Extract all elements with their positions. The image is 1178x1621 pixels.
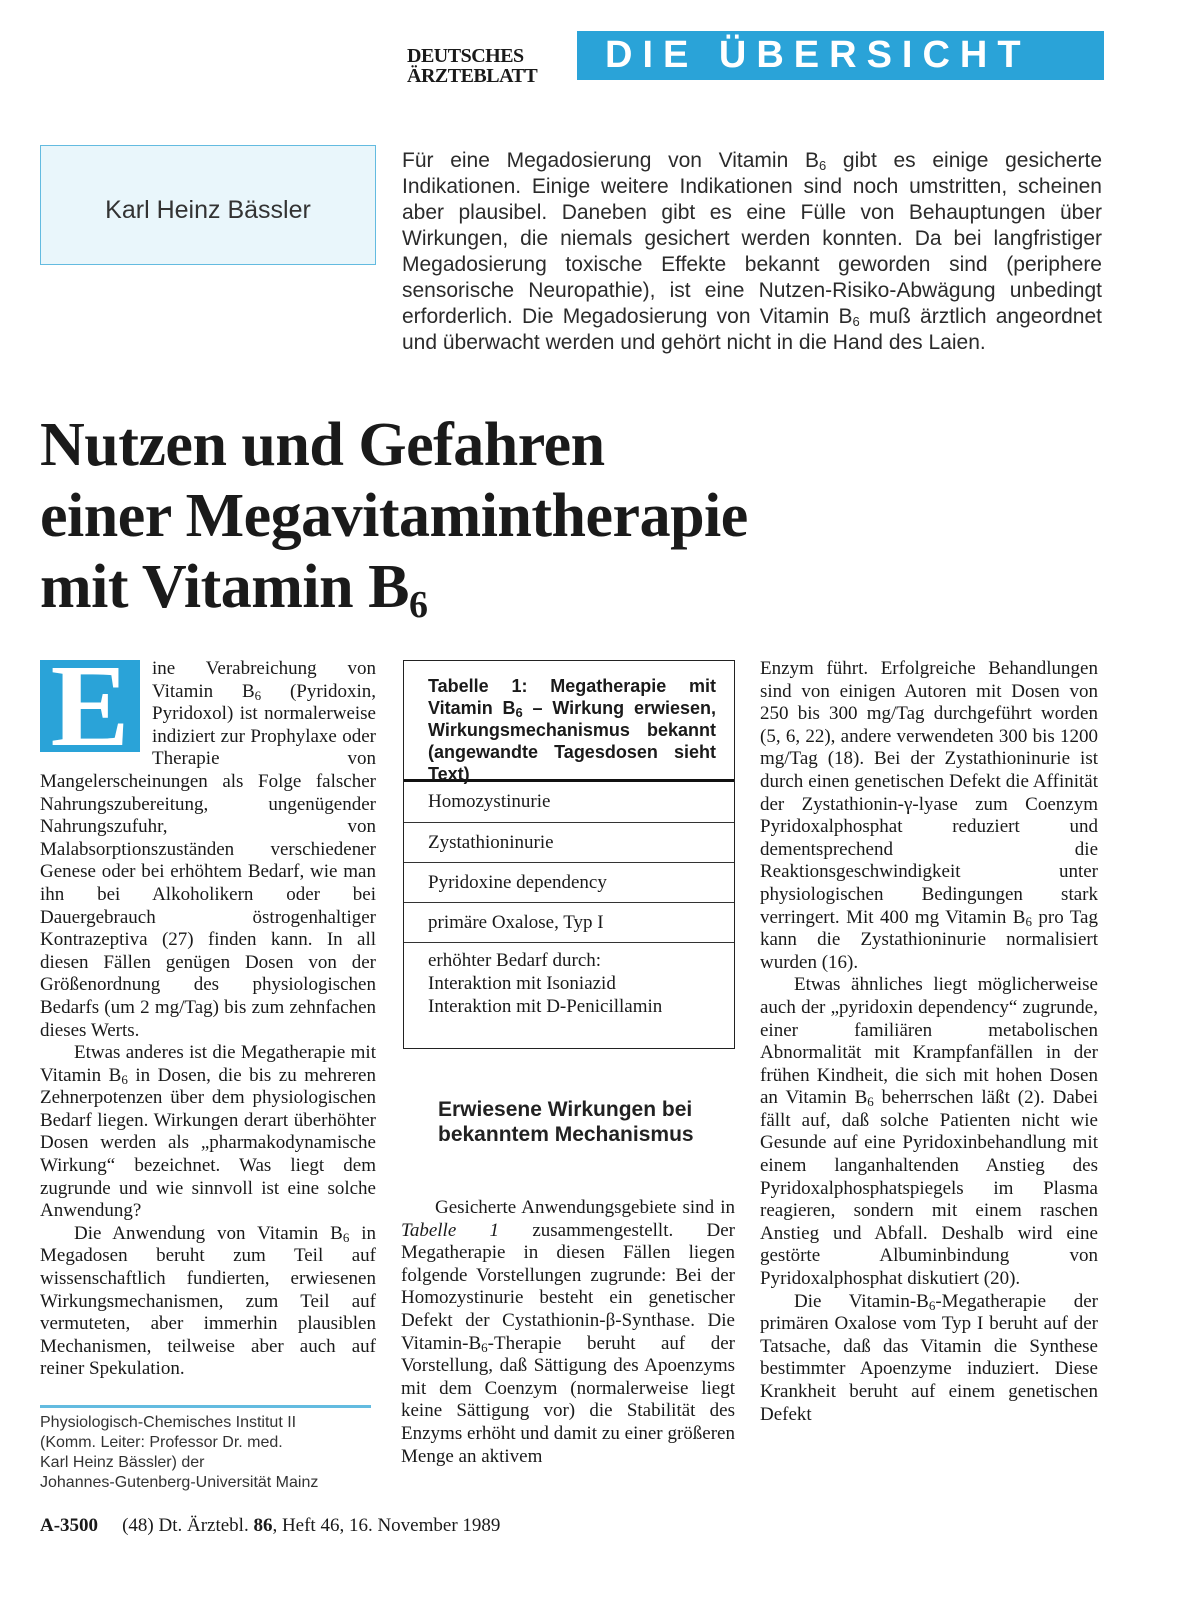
- abstract-text: muß ärztlich angeordnet und überwacht werden und gehört nicht in die Hand des Laien.: [402, 305, 1102, 354]
- paragraph: [760, 1291, 1098, 1427]
- citation-text: (48) Dt. Ärztebl.: [122, 1515, 254, 1536]
- journal-masthead: [407, 46, 567, 86]
- body-column-3: [760, 658, 1098, 1426]
- body-column-1: [40, 658, 376, 1381]
- subscript: 6: [515, 705, 523, 720]
- text: (Pyridoxin, Pyridoxol) ist normalerweise indiziert zur Prophylaxe oder Therapie von Mangelerscheinungen als Folge falscher Nahrungszubereitung, ungenügender Nahrungszufuhr, von Malabsorptionszuständen verschiedener Genese oder bei erhöhtem Bedarf, wie man ihn bei Alkoholikern oder bei Dauergebrauch östrogenhaltiger Kontrazeptiva (27) finden kann. In all diesen Fällen genügen Dosen von der Größenordnung des physiologischen Bedarfs (um 2 mg/Tag) bis zum zehnfachen dieses Werts.: [40, 680, 376, 1041]
- volume-number: 86: [253, 1515, 273, 1536]
- table-header-rule: [404, 779, 734, 1018]
- text: -Megatherapie der primären Oxalose vom Typ I beruht auf der Tatsache, daß das Vitamin die Synthese bestimmter Apoenzyme induziert. Diese Krankheit beruht auf einem genetischen Defekt: [760, 1290, 1098, 1425]
- table-row: [404, 942, 734, 1018]
- table-1: [403, 660, 735, 1049]
- subscript: 6: [481, 1339, 488, 1355]
- divider: [40, 1405, 371, 1408]
- text: Enzym führt. Erfolgreiche Behandlungen sind von einigen Autoren mit Dosen von 250 bis 300 mg/Tag durchgeführt worden (5, 6, 22), andere verwendeten 300 bis 1200 mg/Tag (18). Bei der Zystathioninurie ist durch einen genetischen Defekt die Affinität der Zystathionin-γ-lyase zum Coenzym Pyridoxalphosphat reduziert und dementsprechend die Reaktionsgeschwindigkeit unter physiologischen Bedingungen stark verringert. Mit 400 mg Vitamin B: [760, 658, 1098, 928]
- citation-text: , Heft 46, 16. November 1989: [272, 1515, 501, 1536]
- table-reference: Tabelle 1: [401, 1219, 500, 1241]
- author-box: [40, 145, 376, 265]
- subscript: 6: [852, 314, 860, 329]
- article-title: [40, 410, 1100, 626]
- text: pro Tag kann die Zystathioninurie normalisiert wurden (16).: [760, 906, 1098, 973]
- text: zusammengestellt. Der Megatherapie in diesen Fällen liegen folgende Vorstellungen zugrunde: Bei der Homozystinurie besteht ein genetischer Defekt der Cystathionin-β-Synthase. Die Vitamin-B: [401, 1219, 735, 1354]
- caption-text: Tabelle 1: Megatherapie mit Vitamin B: [428, 676, 716, 718]
- author-affiliation: [40, 1413, 380, 1493]
- subscript: 6: [342, 1229, 350, 1245]
- table-row: Homozystinurie: [428, 791, 551, 812]
- title-subscript: 6: [408, 584, 428, 626]
- title-line-3: [40, 552, 1100, 626]
- abstract: [402, 148, 1102, 356]
- caption-text: – Wirkung erwiesen, Wirkungsmechanismus bekannt (angewandte Tagesdosen sieht Text): [428, 698, 716, 784]
- author-name: Karl Heinz Bässler: [105, 196, 311, 224]
- text: Die Vitamin-B: [794, 1290, 929, 1312]
- masthead-line-2: ÄRZTEBLATT: [407, 65, 538, 87]
- title-line-2: einer Megavitamintherapie: [40, 482, 748, 550]
- text: Etwas ähnliches liegt möglicherweise auch der „pyridoxin dependency“ zugrunde, einer familiären metabolischen Abnormalität mit Krampfanfällen in der frühen Kindheit, die sich mit hohen Dosen an Vitamin B: [760, 974, 1098, 1109]
- text: in Megadosen beruht zum Teil auf wissenschaftlich fundierten, erwiesenen Wirkungsmechanismen, zum Teil auf vermuteten, aber immerhin plausiblen Mechanismen, teilweise aber auch auf reiner Spekulation.: [40, 1222, 377, 1380]
- subscript: 6: [254, 687, 262, 703]
- paragraph: [760, 974, 1098, 1290]
- text: Die Anwendung von Vitamin B: [74, 1222, 343, 1244]
- table-row: Pyridoxine dependency: [404, 862, 734, 902]
- drop-cap: E: [40, 660, 140, 752]
- subscript: 6: [928, 1297, 936, 1313]
- masthead-line-1: DEUTSCHES: [407, 45, 524, 67]
- text: beherrschen läßt (2). Dabei fällt auf, daß solche Patienten nicht wie Gesunde auf eine Pyridoxinbehandlung mit einem langanhaltenden Anstieg des Pyridoxalphosphatspiegels im Plasma reagieren, sondern mit einem raschen Anstieg und Abfall. Deshalb wird eine gestörte Albuminbindung von Pyridoxalphosphat diskutiert (20).: [760, 1087, 1098, 1290]
- paragraph: [40, 1042, 376, 1223]
- text: -Therapie beruht auf der Vorstellung, daß Sättigung des Apoenzyms mit dem Coenzym (normalerweise liegt keine Sättigung vor) die Stabilität des Enzyms erhöht und damit zu einer größeren Menge an aktivem: [401, 1332, 735, 1467]
- title-line-1: Nutzen und Gefahren: [40, 411, 605, 479]
- affiliation-line: (Komm. Leiter: Professor Dr. med.: [40, 1434, 283, 1451]
- affiliation-line: Karl Heinz Bässler) der: [40, 1454, 205, 1471]
- table-cell-line: Interaktion mit D-Penicillamin: [428, 996, 663, 1017]
- abstract-text: Für eine Megadosierung von Vitamin B: [402, 149, 819, 172]
- section-banner: DIE ÜBERSICHT: [577, 31, 1104, 80]
- table-row: Zystathioninurie: [404, 822, 734, 862]
- paragraph: [760, 658, 1098, 974]
- subscript: 6: [818, 158, 827, 173]
- text: ine Verabreichung von Vitamin B: [152, 658, 376, 702]
- table-row: primäre Oxalose, Typ I: [404, 902, 734, 942]
- text: Etwas anderes ist die Megatherapie mit Vitamin B: [40, 1042, 376, 1086]
- subscript: 6: [867, 1094, 874, 1110]
- paragraph: [40, 1223, 376, 1381]
- subscript: 6: [121, 1071, 128, 1087]
- title-text: mit Vitamin B: [40, 553, 409, 621]
- table-cell-line: erhöhter Bedarf durch:: [428, 950, 602, 971]
- affiliation-line: Physiologisch-Chemisches Institut II: [40, 1414, 297, 1431]
- text: in Dosen, die bis zu mehreren Zehnerpotenzen über dem physiologischen Bedarf liegen. Wirkungen derart überhöhter Dosen werden als „pharmakodynamische Wirkung“ bezeichnet. Was liegt dem zugrunde und wie sinnvoll ist eine solche Anwendung?: [40, 1064, 376, 1222]
- subscript: 6: [1025, 913, 1032, 929]
- table-cell-line: Interaktion mit Isoniazid: [428, 973, 616, 994]
- abstract-text: gibt es einige gesicherte Indikationen. Einige weitere Indikationen sind noch umstritten, scheinen aber plausibel. Daneben gibt es eine Fülle von Behauptungen über Wirkungen, die niemals gesichert werden konnten. Da bei langfristiger Megadosierung toxische Effekte bekannt geworden sind (periphere sensorische Neuropathie), ist eine Nutzen-Risiko-Abwägung unbedingt erforderlich. Die Megadosierung von Vitamin B: [402, 149, 1102, 328]
- page-code: A-3500: [40, 1515, 99, 1536]
- paragraph: [401, 1197, 735, 1468]
- section-heading: Erwiesene Wirkungen bei bekanntem Mechanismus: [438, 1098, 694, 1146]
- table-caption: [404, 661, 734, 784]
- page-footer: [40, 1515, 500, 1537]
- text: Gesicherte Anwendungsgebiete sind in: [435, 1197, 735, 1218]
- body-column-2: [401, 1197, 735, 1468]
- affiliation-line: Johannes-Gutenberg-Universität Mainz: [40, 1474, 319, 1491]
